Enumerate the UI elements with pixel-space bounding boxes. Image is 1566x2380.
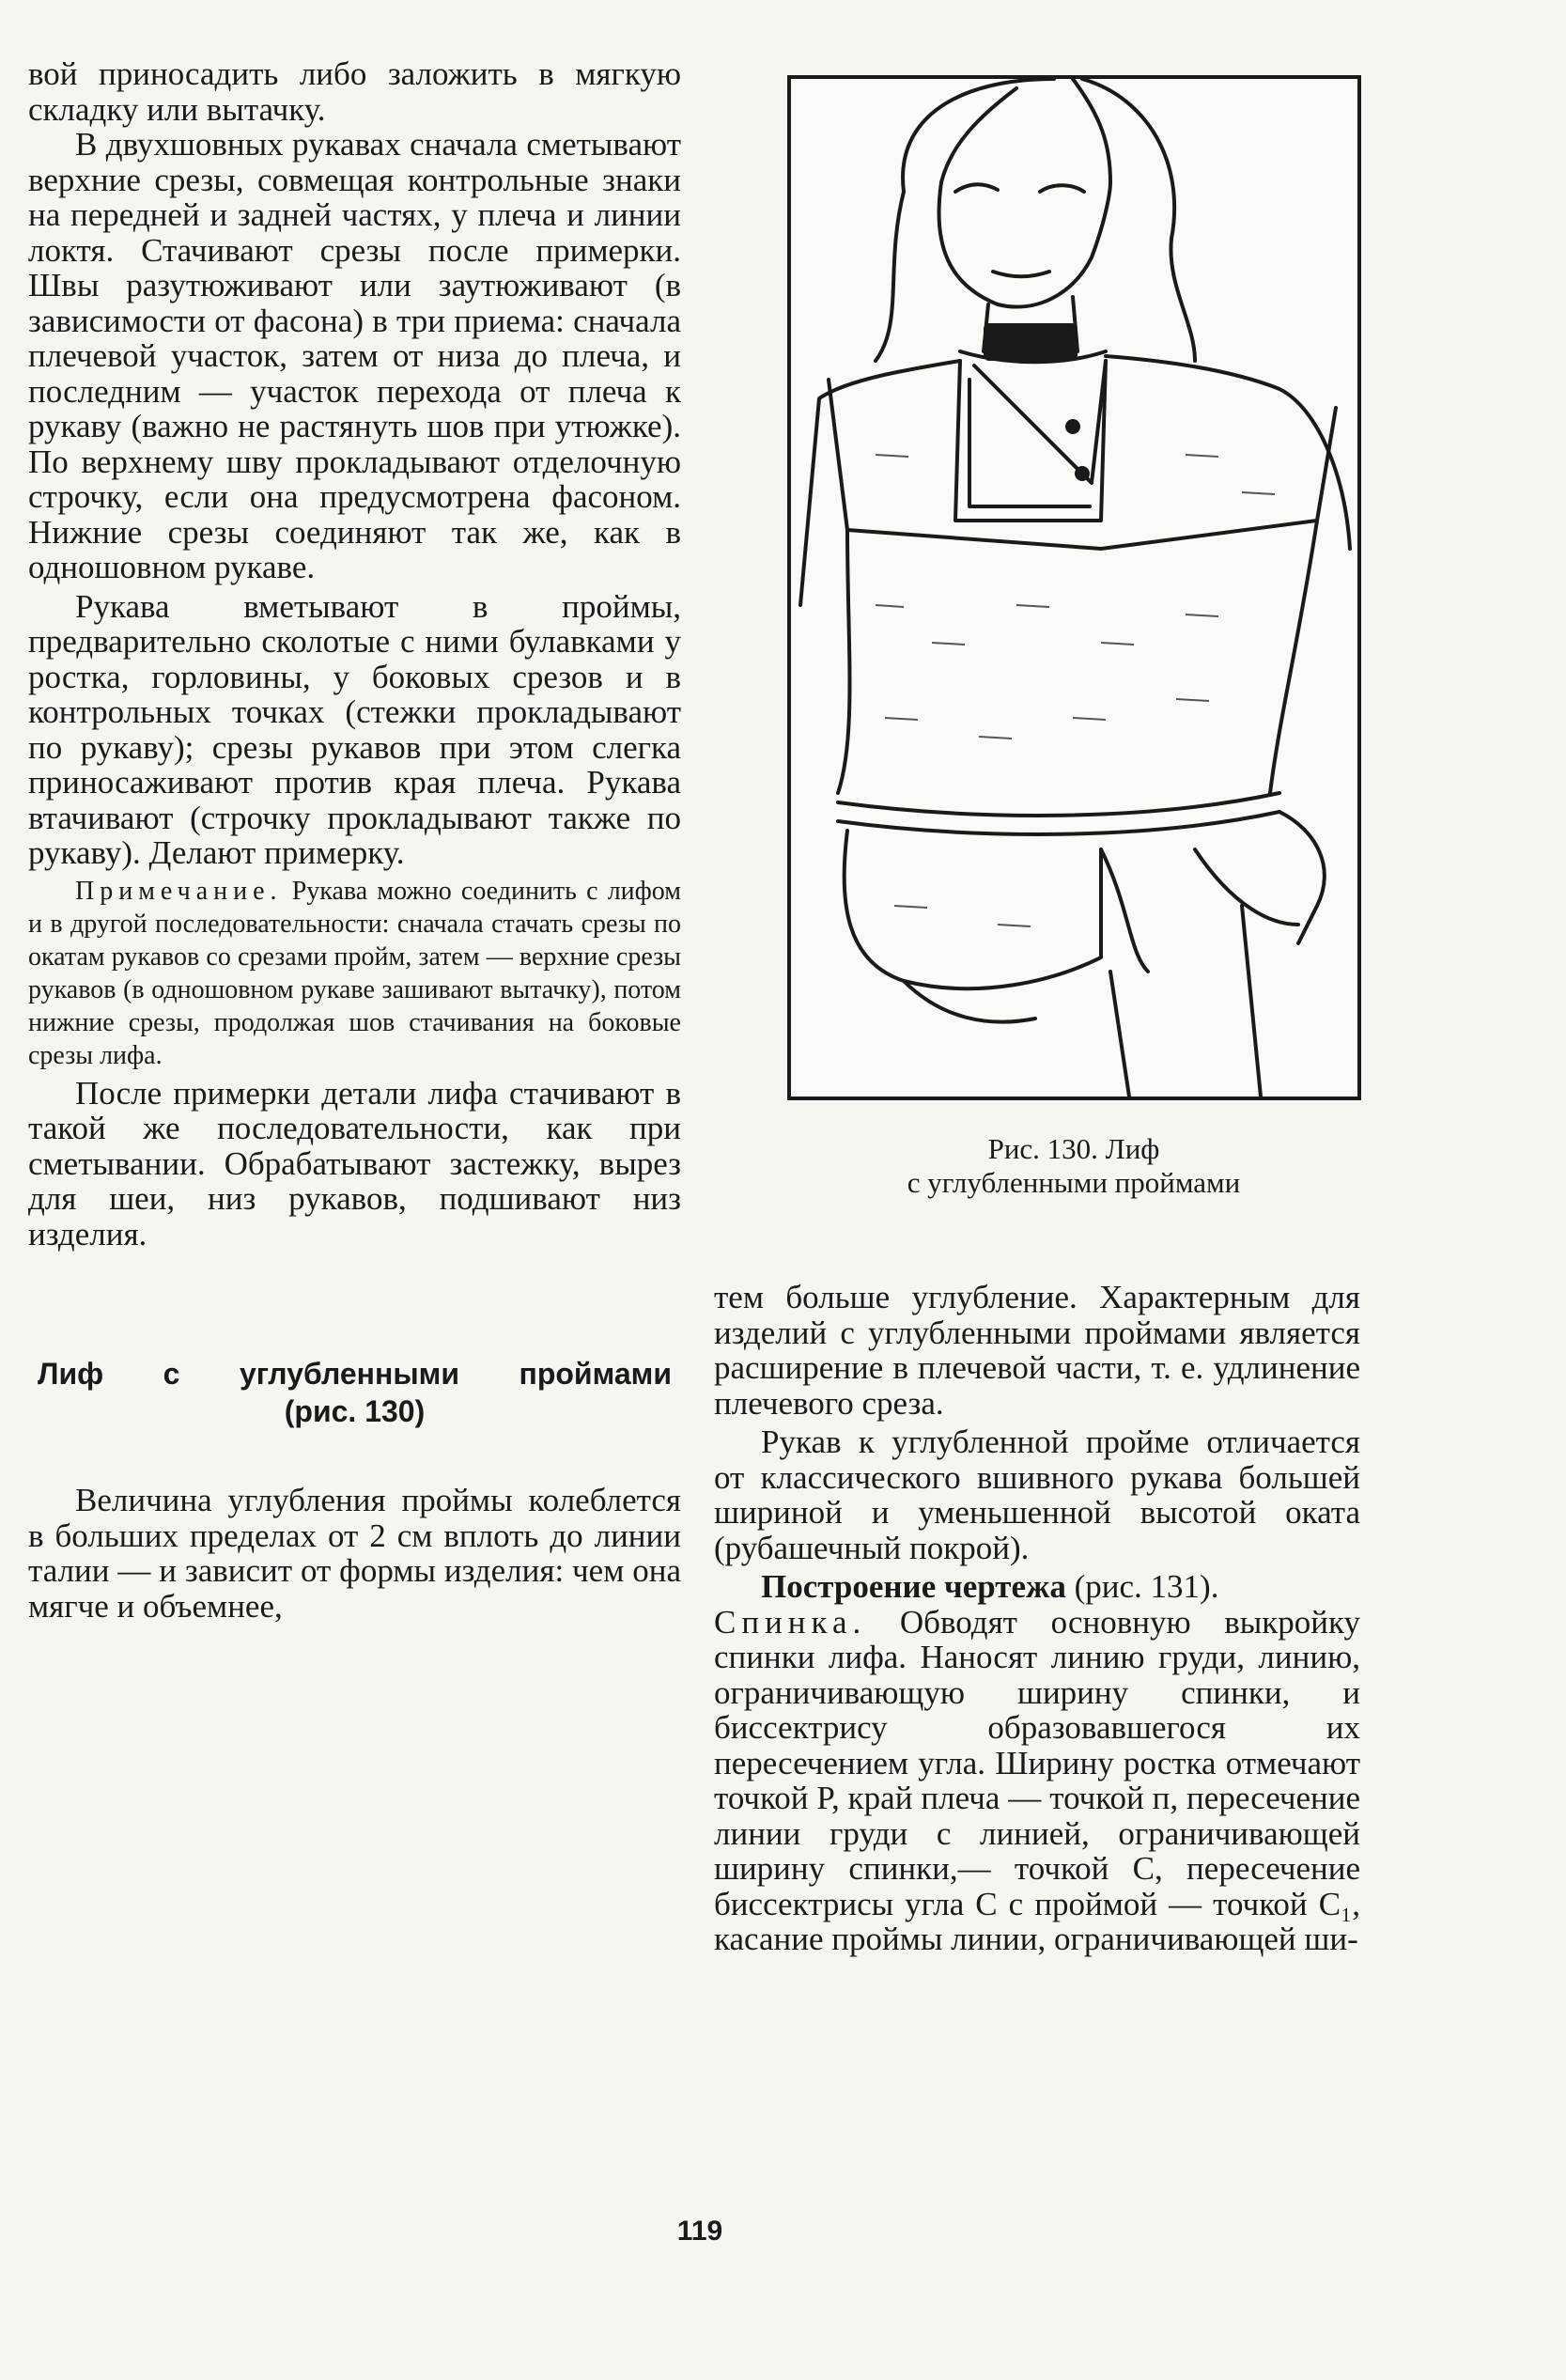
heading-word: проймами [519, 1357, 672, 1391]
note-paragraph [28, 875, 681, 1072]
right-paragraph-4 [714, 1605, 1360, 1957]
left-paragraph-5: Величина углубления проймы колеблется в больших пределах от 2 см вплоть до линии талии — и зависит от формы изделия: чем она мягче и объемнее, [28, 1482, 681, 1625]
right-paragraph-1: тем больше углубление. Характерным для изделий с углубленными проймами является расширение в плечевой части, т. е. удлинение плечевого среза. [714, 1279, 1360, 1422]
figure-illustration [787, 75, 1361, 1100]
right-paragraph-2: Рукав к углубленной пройме отличается от классического вшивного рукава большей шириной и уменьшенной высотой оката (рубашечный покрой). [714, 1423, 1360, 1566]
bodice-drawing [791, 79, 1357, 1097]
right-column [714, 1280, 1360, 1957]
heading-word: Лиф [38, 1357, 104, 1391]
heading-line-2: (рис. 130) [284, 1394, 426, 1428]
note-text: Рукава можно соединить с лифом и в другой последовательности: сначала стачать срезы по окатам рукавов со срезами пройм, затем — верхние срезы рукавов (в одношовном рукаве зашивают вытачку), потом нижние срезы, продолжая шов стачивания на боковые срезы лифа. [28, 876, 681, 1070]
heading-word: углубленными [239, 1357, 459, 1391]
figure-caption [787, 1132, 1360, 1200]
caption-line-1: Рис. 130. Лиф [987, 1132, 1160, 1165]
left-column [28, 56, 681, 1624]
left-paragraph-4: После примерки детали лифа стачивают в такой же последовательности, как при сметывании. Обрабатывают застежку, вырез для шеи, низ рукавов, подшивают низ изделия. [28, 1074, 681, 1252]
left-paragraph-1: вой приносадить либо заложить в мягкую складку или вытачку. [28, 55, 681, 128]
heading-line-1 [28, 1355, 681, 1392]
right-paragraph-3 [714, 1569, 1360, 1605]
back-text: Обводят основную выкройку спинки лифа. Наносят линию груди, линию, ограничивающую ширину спинки, и биссектрису образовавшегося их пересечением угла. Ширину ростка отмечают точкой P, край плеча — точкой п, пересечение линии груди с линией, ограничивающей ширину спинки,— точкой C, пересечение биссектрисы угла C с проймой — точкой C₁, касание проймы линии, ограничивающей ши- [714, 1603, 1360, 1957]
caption-line-2: с углубленными проймами [907, 1166, 1241, 1199]
construction-ref: (рис. 131). [1065, 1568, 1219, 1605]
construction-heading: Построение чертежа [761, 1568, 1066, 1605]
left-paragraph-3: Рукава вметывают в проймы, предварительно сколотые с ними булавками у ростка, горловины, у боковых срезов и в контрольных точках (стежки прокладывают по рукаву); срезы рукавов при этом слегка приносаживают против края плеча. Рукава втачивают (строчку прокладывают также по рукаву). Делают примерку. [28, 587, 681, 871]
heading-word: с [163, 1357, 180, 1391]
section-heading [28, 1355, 681, 1430]
note-label: Примечание. [75, 876, 283, 906]
back-label: Спинка. [714, 1603, 867, 1641]
left-paragraph-2: В двухшовных рукавах сначала сметывают верхние срезы, совмещая контрольные знаки на передней и задней частях, у плеча и линии локтя. Стачивают срезы после примерки. Швы разутюживают или заутюживают (в зависимости от фасона) в три приема: сначала плечевой участок, затем от низа до плеча, и последним — участок перехода от плеча к рукаву (важно не растянуть шов при утюжке). По верхнему шву прокладывают отделочную строчку, если она предусмотрена фасоном. Нижние срезы соединяют так же, как в одношовном рукаве. [28, 126, 681, 585]
page-number: 119 [676, 2216, 723, 2247]
